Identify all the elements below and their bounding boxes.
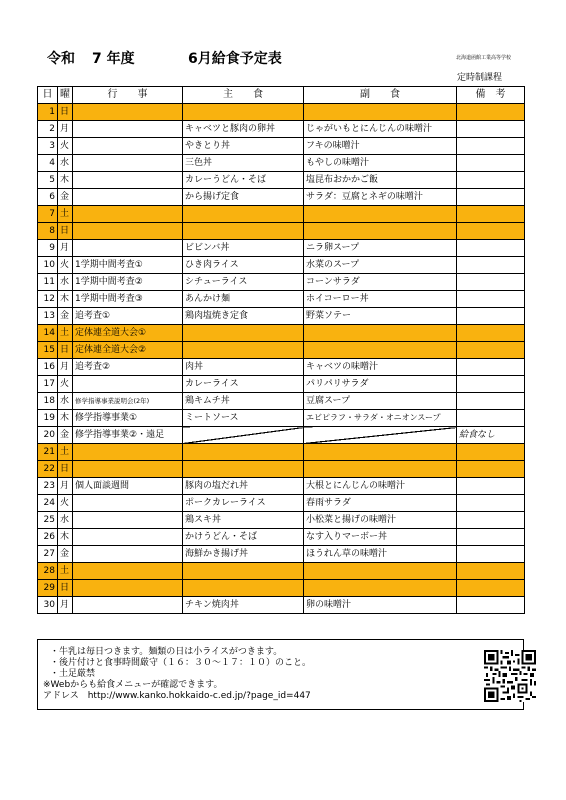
main-dish-cell: チキン焼肉丼 [183,597,304,614]
weekday-cell: 金 [58,546,73,563]
table-row [38,546,525,563]
menu-table [37,86,525,614]
day-cell: 10 [38,257,58,274]
table-row [38,308,525,325]
weekday-cell: 火 [58,257,73,274]
table-row [38,138,525,155]
weekday-cell: 木 [58,410,73,427]
event-cell: 個人面談週間 [73,478,183,495]
event-cell [73,104,183,121]
weekday-cell: 水 [58,155,73,172]
main-dish-cell [183,444,304,461]
event-cell [73,223,183,240]
note-milk: ・牛乳は毎日つきます。麺類の日は小ライスがつきます。 [50,647,283,657]
event-cell: 追考査② [73,359,183,376]
side-dish-cell [304,223,457,240]
day-cell: 8 [38,223,58,240]
event-cell: 修学指導事業②・遠足 [73,427,183,444]
table-row [38,172,525,189]
day-cell: 18 [38,393,58,410]
remarks-cell [457,257,525,274]
table-row [38,529,525,546]
day-cell: 12 [38,291,58,308]
day-cell: 19 [38,410,58,427]
day-cell: 22 [38,461,58,478]
event-cell [73,597,183,614]
note-shoes: ・土足厳禁 [50,669,96,679]
main-dish-cell [183,427,304,444]
main-dish-cell: から揚げ定食 [183,189,304,206]
side-dish-cell: サラダ：豆腐とネギの味噌汁 [304,189,457,206]
side-dish-cell: 野菜ソテー [304,308,457,325]
event-cell: 1学期中間考査① [73,257,183,274]
remarks-cell [457,223,525,240]
side-dish-cell: キャベツの味噌汁 [304,359,457,376]
day-cell: 29 [38,580,58,597]
event-cell [73,172,183,189]
side-dish-cell: なす入りマーボー丼 [304,529,457,546]
remarks-cell [457,342,525,359]
remarks-cell [457,563,525,580]
remarks-cell [457,597,525,614]
remarks-cell [457,376,525,393]
event-cell [73,461,183,478]
side-dish-cell [304,342,457,359]
table-header-row [38,87,525,104]
main-dish-cell: カレーうどん・そば [183,172,304,189]
remarks-cell [457,274,525,291]
remarks-cell [457,444,525,461]
weekday-cell: 水 [58,274,73,291]
event-cell [73,563,183,580]
table-row [38,410,525,427]
side-dish-cell [304,206,457,223]
day-cell: 4 [38,155,58,172]
side-dish-cell: フキの味噌汁 [304,138,457,155]
table-row [38,495,525,512]
weekday-cell: 金 [58,308,73,325]
weekday-cell: 土 [58,563,73,580]
remarks-cell [457,410,525,427]
event-cell [73,495,183,512]
event-cell [73,155,183,172]
weekday-cell: 月 [58,121,73,138]
weekday-cell: 日 [58,580,73,597]
table-row [38,444,525,461]
main-dish-cell: 鶏スキ丼 [183,512,304,529]
weekday-cell: 金 [58,189,73,206]
weekday-cell: 日 [58,342,73,359]
table-row [38,291,525,308]
main-dish-cell: やきとり丼 [183,138,304,155]
day-cell: 23 [38,478,58,495]
weekday-cell: 月 [58,597,73,614]
weekday-cell: 月 [58,478,73,495]
side-dish-cell: 豆腐スープ [304,393,457,410]
table-row [38,104,525,121]
event-cell [73,189,183,206]
table-row [38,257,525,274]
school-name: 北海道函館工業高等学校 [456,55,512,61]
column-header-event: 行 事 [73,87,183,104]
event-cell [73,580,183,597]
side-dish-cell: 大根とにんじんの味噌汁 [304,478,457,495]
event-cell: 定体連全道大会② [73,342,183,359]
table-row [38,325,525,342]
remarks-cell [457,529,525,546]
remarks-cell [457,138,525,155]
day-cell: 9 [38,240,58,257]
event-cell: 1学期中間考査③ [73,291,183,308]
table-row [38,597,525,614]
page-title: 6月給食予定表 [188,51,282,67]
main-dish-cell: シチューライス [183,274,304,291]
table-row [38,206,525,223]
main-dish-cell: カレーライス [183,376,304,393]
qr-code-icon [484,650,536,702]
remarks-cell [457,359,525,376]
day-cell: 7 [38,206,58,223]
main-dish-cell: 鶏肉塩焼き定食 [183,308,304,325]
side-dish-cell [304,563,457,580]
day-cell: 26 [38,529,58,546]
side-dish-cell [304,325,457,342]
side-dish-cell [304,104,457,121]
day-cell: 17 [38,376,58,393]
event-cell [73,206,183,223]
note-time: ・後片付けと食事時間厳守（１６：３０～１７：１０）のこと。 [50,658,312,668]
day-cell: 2 [38,121,58,138]
weekday-cell: 火 [58,138,73,155]
column-header-main: 主 食 [183,87,304,104]
event-cell: 修学指導事業① [73,410,183,427]
weekday-cell: 土 [58,206,73,223]
side-dish-cell: パリパリサラダ [304,376,457,393]
side-dish-cell: コーンサラダ [304,274,457,291]
day-cell: 27 [38,546,58,563]
side-dish-cell [304,427,457,444]
weekday-cell: 火 [58,376,73,393]
main-dish-cell [183,206,304,223]
side-dish-cell: ホイコーロー丼 [304,291,457,308]
table-row [38,223,525,240]
side-dish-cell: 水菜のスープ [304,257,457,274]
main-dish-cell: 三色丼 [183,155,304,172]
day-cell: 25 [38,512,58,529]
weekday-cell: 木 [58,529,73,546]
day-cell: 15 [38,342,58,359]
day-cell: 3 [38,138,58,155]
side-dish-cell: ニラ卵スープ [304,240,457,257]
side-dish-cell: ほうれん草の味噌汁 [304,546,457,563]
table-row [38,512,525,529]
weekday-cell: 土 [58,444,73,461]
side-dish-cell [304,580,457,597]
table-row [38,121,525,138]
event-cell [73,376,183,393]
table-row [38,274,525,291]
table-row [38,189,525,206]
weekday-cell: 日 [58,223,73,240]
weekday-cell: 金 [58,427,73,444]
event-cell [73,529,183,546]
side-dish-cell: もやしの味噌汁 [304,155,457,172]
remarks-cell [457,580,525,597]
side-dish-cell: 卵の味噌汁 [304,597,457,614]
weekday-cell: 木 [58,172,73,189]
remarks-cell [457,512,525,529]
remarks-cell [457,546,525,563]
day-cell: 1 [38,104,58,121]
main-dish-cell: キャベツと豚肉の卵丼 [183,121,304,138]
table-row [38,393,525,410]
side-dish-cell: じゃがいもとにんじんの味噌汁 [304,121,457,138]
column-header-side: 副 食 [304,87,457,104]
table-row [38,342,525,359]
event-cell [73,546,183,563]
event-cell [73,240,183,257]
weekday-cell: 日 [58,104,73,121]
note-address[interactable]: アドレス http://www.kanko.hokkaido-c.ed.jp/?page_id=447 [43,691,311,701]
header-year: 7 年度 [92,51,135,67]
table-row [38,461,525,478]
side-dish-cell [304,461,457,478]
day-cell: 30 [38,597,58,614]
remarks-cell [457,104,525,121]
table-row [38,240,525,257]
weekday-cell: 木 [58,291,73,308]
menu-table-body [38,104,525,614]
remarks-cell [457,495,525,512]
event-cell [73,121,183,138]
main-dish-cell: 海鮮かき揚げ丼 [183,546,304,563]
column-header-day: 日 [38,87,58,104]
remarks-cell [457,172,525,189]
remarks-cell [457,189,525,206]
day-cell: 5 [38,172,58,189]
column-header-note: 備 考 [457,87,525,104]
side-dish-cell [304,444,457,461]
day-cell: 6 [38,189,58,206]
remarks-cell [457,155,525,172]
side-dish-cell: 春雨サラダ [304,495,457,512]
day-cell: 24 [38,495,58,512]
remarks-cell [457,461,525,478]
weekday-cell: 水 [58,393,73,410]
main-dish-cell [183,342,304,359]
main-dish-cell [183,461,304,478]
event-cell [73,138,183,155]
remarks-cell [457,478,525,495]
main-dish-cell [183,563,304,580]
note-web: ※Webからも給食メニューが確認できます。 [43,680,223,690]
main-dish-cell: 鶏キムチ丼 [183,393,304,410]
weekday-cell: 月 [58,359,73,376]
table-row [38,427,525,444]
remarks-cell [457,121,525,138]
remarks-cell [457,291,525,308]
day-cell: 13 [38,308,58,325]
main-dish-cell [183,325,304,342]
table-row [38,376,525,393]
table-row [38,155,525,172]
main-dish-cell: ポークカレーライス [183,495,304,512]
main-dish-cell: あんかけ麺 [183,291,304,308]
event-cell [73,444,183,461]
remarks-cell [457,206,525,223]
main-dish-cell: かけうどん・そば [183,529,304,546]
main-dish-cell [183,580,304,597]
day-cell: 14 [38,325,58,342]
remarks-cell: 給食なし [457,427,525,444]
main-dish-cell: ミートソース [183,410,304,427]
weekday-cell: 火 [58,495,73,512]
day-cell: 21 [38,444,58,461]
weekday-cell: 月 [58,240,73,257]
event-cell: 追考査① [73,308,183,325]
event-cell: 1学期中間考査② [73,274,183,291]
day-cell: 11 [38,274,58,291]
remarks-cell [457,240,525,257]
remarks-cell [457,308,525,325]
main-dish-cell: ひき肉ライス [183,257,304,274]
side-dish-cell: 塩昆布おかかご飯 [304,172,457,189]
main-dish-cell: 肉丼 [183,359,304,376]
remarks-cell [457,393,525,410]
table-row [38,580,525,597]
main-dish-cell: ビビンバ丼 [183,240,304,257]
weekday-cell: 水 [58,512,73,529]
event-cell: 定体連全道大会① [73,325,183,342]
course-name: 定時制課程 [457,73,503,83]
weekday-cell: 日 [58,461,73,478]
notes-box [37,639,524,710]
side-dish-cell: 小松菜と揚げの味噌汁 [304,512,457,529]
day-cell: 20 [38,427,58,444]
table-row [38,563,525,580]
event-cell [73,512,183,529]
side-dish-cell: エビピラフ・サラダ・オニオンスープ [304,410,457,427]
remarks-cell [457,325,525,342]
weekday-cell: 土 [58,325,73,342]
main-dish-cell [183,223,304,240]
main-dish-cell [183,104,304,121]
table-row [38,478,525,495]
main-dish-cell: 豚肉の塩だれ丼 [183,478,304,495]
day-cell: 28 [38,563,58,580]
table-row [38,359,525,376]
column-header-dow: 曜 [58,87,73,104]
header-era: 令和 [47,51,75,67]
event-cell: 修学指導事業説明会(2年) [73,393,183,410]
day-cell: 16 [38,359,58,376]
